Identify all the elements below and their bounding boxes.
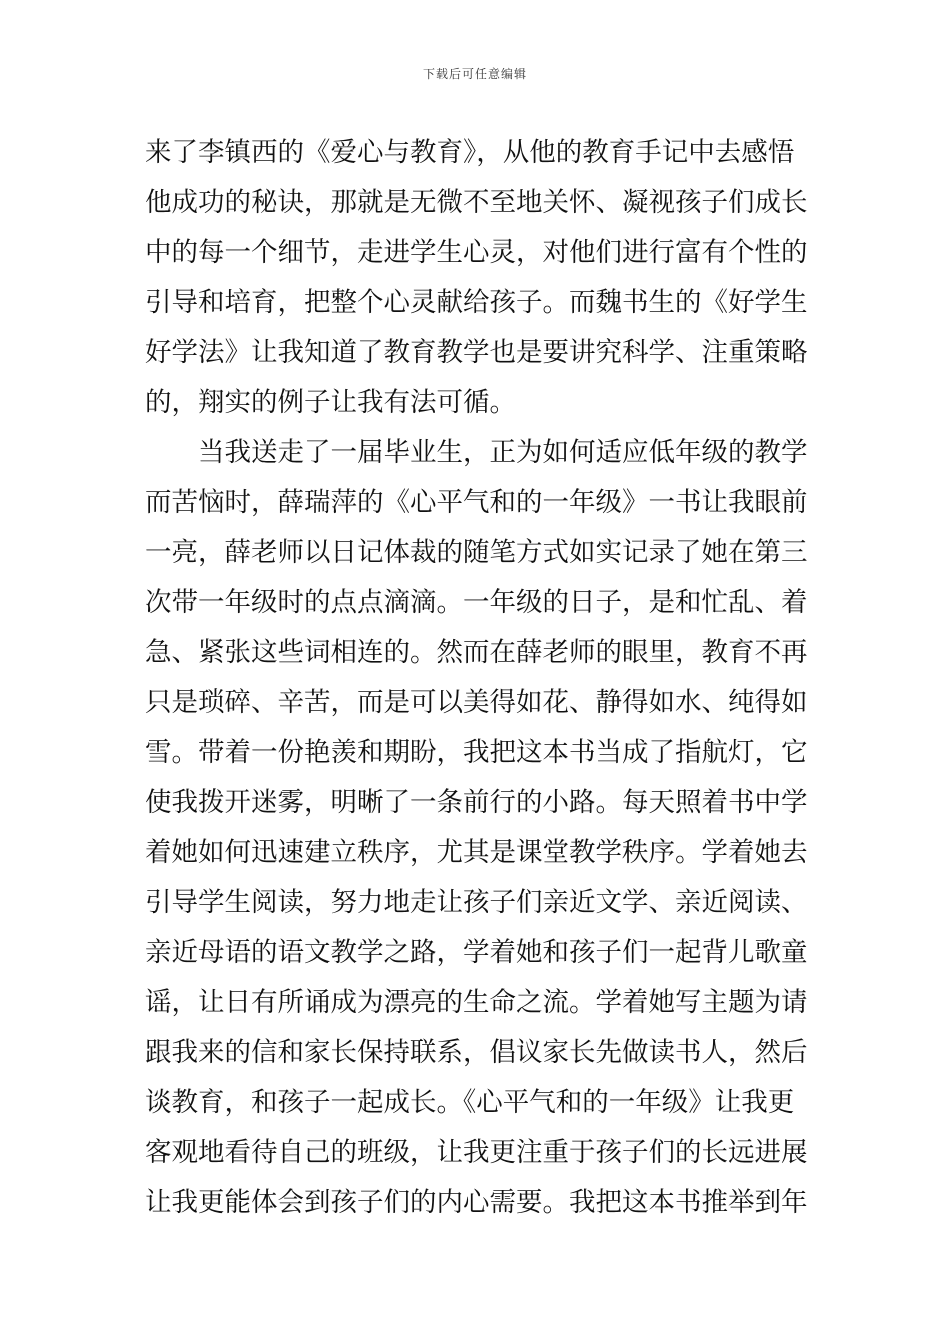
text-line: 而苦恼时，薛瑞萍的《心平气和的一年级》一书让我眼前 xyxy=(145,487,808,518)
text-line: 着她如何迅速建立秩序，尤其是课堂教学秩序。学着她去 xyxy=(145,837,808,868)
text-line: 雪。带着一份艳羡和期盼，我把这本书当成了指航灯，它 xyxy=(145,737,808,768)
text-line: 次带一年级时的点点滴滴。一年级的日子，是和忙乱、着 xyxy=(145,587,808,618)
text-line: 中的每一个细节，走进学生心灵，对他们进行富有个性的 xyxy=(145,237,808,268)
paragraph-start-line: 当我送走了一届毕业生，正为如何适应低年级的教学 xyxy=(198,437,808,468)
text-line: 的，翔实的例子让我有法可循。 xyxy=(145,387,516,418)
text-line: 来了李镇西的《爱心与教育》，从他的教育手记中去感悟 xyxy=(145,137,795,168)
text-line: 让我更能体会到孩子们的内心需要。我把这本书推举到年 xyxy=(145,1187,808,1218)
text-line: 客观地看待自己的班级，让我更注重于孩子们的长远进展 xyxy=(145,1137,808,1168)
text-line: 急、紧张这些词相连的。然而在薛老师的眼里，教育不再 xyxy=(145,637,808,668)
text-line: 谣，让日有所诵成为漂亮的生命之流。学着她写主题为请 xyxy=(145,987,808,1018)
text-line: 谈教育，和孩子一起成长。《心平气和的一年级》让我更 xyxy=(145,1087,795,1118)
text-line: 好学法》让我知道了教育教学也是要讲究科学、注重策略 xyxy=(145,337,808,368)
text-line: 亲近母语的语文教学之路，学着她和孩子们一起背儿歌童 xyxy=(145,937,808,968)
page-header: 下载后可任意编辑 xyxy=(422,67,527,81)
body-text xyxy=(145,128,815,1228)
text-line: 他成功的秘诀，那就是无微不至地关怀、凝视孩子们成长 xyxy=(145,187,808,218)
text-line: 引导和培育，把整个心灵献给孩子。而魏书生的《好学生 xyxy=(145,287,808,318)
text-line: 只是琐碎、辛苦，而是可以美得如花、静得如水、纯得如 xyxy=(145,687,808,718)
text-line: 跟我来的信和家长保持联系，倡议家长先做读书人，然后 xyxy=(145,1037,808,1068)
text-line: 一亮，薛老师以日记体裁的随笔方式如实记录了她在第三 xyxy=(145,537,808,568)
text-line: 引导学生阅读，努力地走让孩子们亲近文学、亲近阅读、 xyxy=(145,887,808,918)
text-line: 使我拨开迷雾，明晰了一条前行的小路。每天照着书中学 xyxy=(145,787,808,818)
